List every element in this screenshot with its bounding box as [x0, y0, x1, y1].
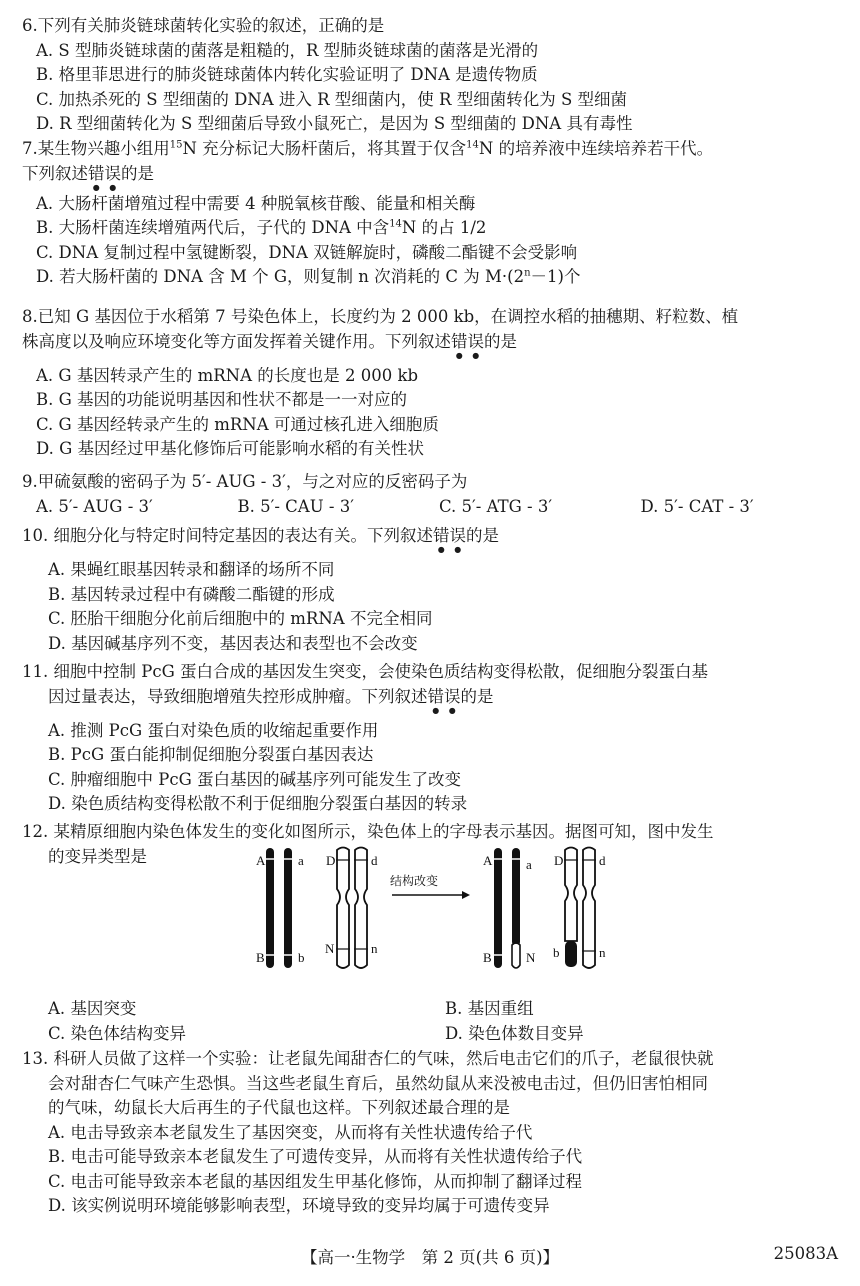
gene-label: A	[483, 853, 493, 868]
question-13-stem-line2: 会对甜杏仁气味产生恐惧。当这些老鼠生育后，虽然幼鼠从来没被电击过，但仍旧害怕相同	[48, 1073, 708, 1093]
question-12-option-a: A. 基因突变	[48, 999, 137, 1018]
isotope-superscript: 14	[466, 139, 479, 151]
emphasis-word: 错误	[433, 526, 466, 545]
question-13-stem-line3: 的气味，幼鼠长大后再生的子代鼠也这样。下列叙述最合理的是	[48, 1098, 510, 1117]
question-9	[22, 470, 842, 519]
question-6-option-c: C. 加热杀死的 S 型细菌的 DNA 进入 R 型细菌内，使 R 型细菌转化为 S 型细菌	[36, 89, 628, 109]
isotope-superscript: 14	[389, 218, 402, 230]
question-8-stem-part: 株高度以及响应环境变化等方面发挥着关键作用。下列叙述	[22, 331, 451, 351]
question-8-stem-line2	[22, 330, 842, 360]
option-text: －1)个	[530, 267, 581, 286]
question-6	[22, 14, 842, 137]
question-11-stem-line1: 11. 细胞中控制 PcG 蛋白合成的基因发生突变，会使染色质结构变得松散，促细胞分裂蛋白基	[22, 662, 708, 681]
gene-label: A	[256, 853, 266, 868]
question-9-option-d: D. 5′- CAT - 3′	[640, 496, 754, 516]
question-10-stem	[22, 524, 842, 554]
question-11-stem-line2	[22, 685, 842, 715]
question-12-options	[22, 997, 842, 1046]
question-7-option-c: C. DNA 复制过程中氢键断裂，DNA 双链解旋时，磷酸二酯键不会受影响	[36, 242, 578, 262]
question-10-stem-part: 10. 细胞分化与特定时间特定基因的表达有关。下列叙述	[22, 526, 433, 545]
question-13-option-c: C. 电击可能导致亲本老鼠的基因组发生甲基化修饰，从而抑制了翻译过程	[48, 1171, 583, 1191]
question-6-stem: 6.下列有关肺炎链球菌转化实验的叙述，正确的是	[22, 16, 385, 35]
exponent-superscript: n	[524, 267, 531, 279]
question-11-option-a: A. 推测 PcG 蛋白对染色质的收缩起重要作用	[48, 720, 379, 740]
chromosome-segment	[512, 943, 520, 968]
chromosome	[583, 848, 595, 969]
question-9-option-c: C. 5′- ATG - 3′	[439, 496, 553, 516]
gene-label: D	[326, 853, 336, 868]
question-7-option-a: A. 大肠杆菌增殖过程中需要 4 种脱氧核苷酸、能量和相关酶	[36, 193, 476, 213]
question-11-stem-part: 因过量表达，导致细胞增殖失控形成肿瘤。下列叙述	[48, 686, 428, 706]
chromosome-segment	[565, 941, 577, 967]
question-7-stem-part: 7.某生物兴趣小组用	[22, 139, 170, 158]
question-9-option-b: B. 5′- CAU - 3′	[237, 496, 354, 516]
gene-label: D	[554, 853, 564, 868]
question-10-stem-part: 的是	[466, 526, 499, 545]
question-7	[22, 137, 842, 290]
gene-label: n	[599, 945, 606, 960]
chromosome	[565, 848, 577, 942]
exam-code: 25083A	[773, 1244, 838, 1263]
gene-label: b	[298, 950, 305, 965]
gene-label: a	[526, 857, 532, 872]
question-10	[22, 524, 842, 656]
question-13-option-a: A. 电击导致亲本老鼠发生了基因突变，从而将有关性状遗传给子代	[48, 1122, 533, 1142]
gene-label: n	[371, 941, 378, 956]
question-13-stem-line1: 13. 科研人员做了这样一个实验：让老鼠先闻甜杏仁的气味，然后电击它们的爪子，老鼠很快就	[22, 1049, 714, 1068]
option-text: D. 若大肠杆菌的 DNA 含 M 个 G，则复制 n 次消耗的 C 为 M·(2	[36, 267, 525, 286]
gene-label: d	[599, 853, 606, 868]
question-12-option-d: D. 染色体数目变异	[445, 1023, 584, 1043]
option-text: B. 大肠杆菌连续增殖两代后，子代的 DNA 中含	[36, 218, 390, 237]
question-10-option-b: B. 基因转录过程中有磷酸二酯键的形成	[48, 584, 335, 604]
chromosome	[337, 848, 349, 969]
page-number: 【高一·生物学 第 2 页(共 6 页)】	[300, 1248, 560, 1267]
question-11-option-d: D. 染色质结构变得松散不利于促细胞分裂蛋白基因的转录	[48, 794, 468, 813]
arrowhead-icon	[462, 891, 470, 899]
question-7-option-b	[36, 216, 842, 241]
question-7-stem-part: N 充分标记大肠杆菌后，将其置于仅含	[182, 139, 467, 158]
question-8-option-c: C. G 基因经转录产生的 mRNA 可通过核孔进入细胞质	[36, 414, 439, 434]
question-11-stem-part: 的是	[460, 686, 494, 706]
option-text: N 的占 1/2	[401, 218, 487, 237]
gene-label: d	[371, 853, 378, 868]
gene-label: a	[298, 853, 304, 868]
question-13-option-b: B. 电击可能导致亲本老鼠发生了可遗传变异，从而将有关性状遗传给子代	[48, 1147, 583, 1166]
gene-label: B	[483, 950, 492, 965]
question-8-stem-line1: 8.已知 G 基因位于水稻第 7 号染色体上，长度约为 2 000 kb，在调控水稻的抽穗期、籽粒数、植	[22, 307, 739, 326]
question-11	[22, 660, 842, 817]
question-6-option-b: B. 格里菲思进行的肺炎链球菌体内转化实验证明了 DNA 是遗传物质	[36, 65, 538, 84]
question-6-option-a: A. S 型肺炎链球菌的菌落是粗糙的，R 型肺炎链球菌的菌落是光滑的	[36, 40, 539, 60]
question-10-option-a: A. 果蝇红眼基因转录和翻译的场所不同	[48, 560, 335, 579]
emphasis-word: 错误	[451, 331, 484, 351]
chromosome	[512, 848, 520, 946]
question-8-option-a: A. G 基因转录产生的 mRNA 的长度也是 2 000 kb	[36, 365, 419, 385]
gene-label: b	[553, 945, 560, 960]
question-8-stem-part: 的是	[484, 331, 517, 351]
question-7-stem-part: 的是	[121, 163, 154, 183]
question-13-option-d: D. 该实例说明环境能够影响表型，环境导致的变异均属于可遗传变异	[48, 1196, 550, 1215]
question-10-option-c: C. 胚胎干细胞分化前后细胞中的 mRNA 不完全相同	[48, 609, 433, 628]
question-12-option-c: C. 染色体结构变异	[48, 1023, 187, 1043]
question-9-option-a: A. 5′- AUG - 3′	[36, 496, 153, 516]
emphasis-word: 错误	[88, 163, 121, 183]
gene-label: N	[526, 950, 536, 965]
question-11-option-b: B. PcG 蛋白能抑制促细胞分裂蛋白基因表达	[48, 745, 374, 764]
chromosome	[355, 848, 367, 969]
arrow-label: 结构改变	[390, 874, 439, 888]
question-7-stem-line2	[22, 162, 842, 192]
question-8	[22, 305, 842, 462]
question-8-option-b: B. G 基因的功能说明基因和性状不都是一一对应的	[36, 390, 408, 409]
question-6-option-d: D. R 型细菌转化为 S 型细菌后导致小鼠死亡，是因为 S 型细菌的 DNA 具有毒性	[36, 114, 633, 133]
question-7-stem	[22, 137, 842, 162]
question-7-stem-part: 下列叙述	[22, 163, 88, 183]
question-10-option-d: D. 基因碱基序列不变，基因表达和表型也不会改变	[48, 633, 418, 653]
question-7-stem-part: N 的培养液中连续培养若干代。	[478, 139, 714, 158]
gene-label: B	[256, 950, 265, 965]
emphasis-word: 错误	[427, 686, 461, 706]
question-13	[22, 1047, 842, 1219]
question-7-option-d	[36, 265, 842, 290]
question-11-option-c: C. 肿瘤细胞中 PcG 蛋白基因的碱基序列可能发生了改变	[48, 769, 462, 789]
chromosome-figure	[240, 845, 620, 980]
chromosome	[494, 848, 502, 968]
isotope-superscript: 15	[169, 139, 183, 151]
chromosome	[266, 848, 274, 968]
question-12-option-b: B. 基因重组	[445, 999, 534, 1018]
question-12-stem-line1: 12. 某精原细胞内染色体发生的变化如图所示，染色体上的字母表示基因。据图可知，图中发生	[22, 822, 714, 841]
question-12-stem-line2: 的变异类型是	[48, 846, 147, 866]
chromosome	[284, 848, 292, 968]
question-8-option-d: D. G 基因经过甲基化修饰后可能影响水稻的有关性状	[36, 439, 425, 458]
gene-label: N	[325, 941, 335, 956]
question-9-stem: 9.甲硫氨酸的密码子为 5′- AUG - 3′，与之对应的反密码子为	[22, 472, 468, 491]
